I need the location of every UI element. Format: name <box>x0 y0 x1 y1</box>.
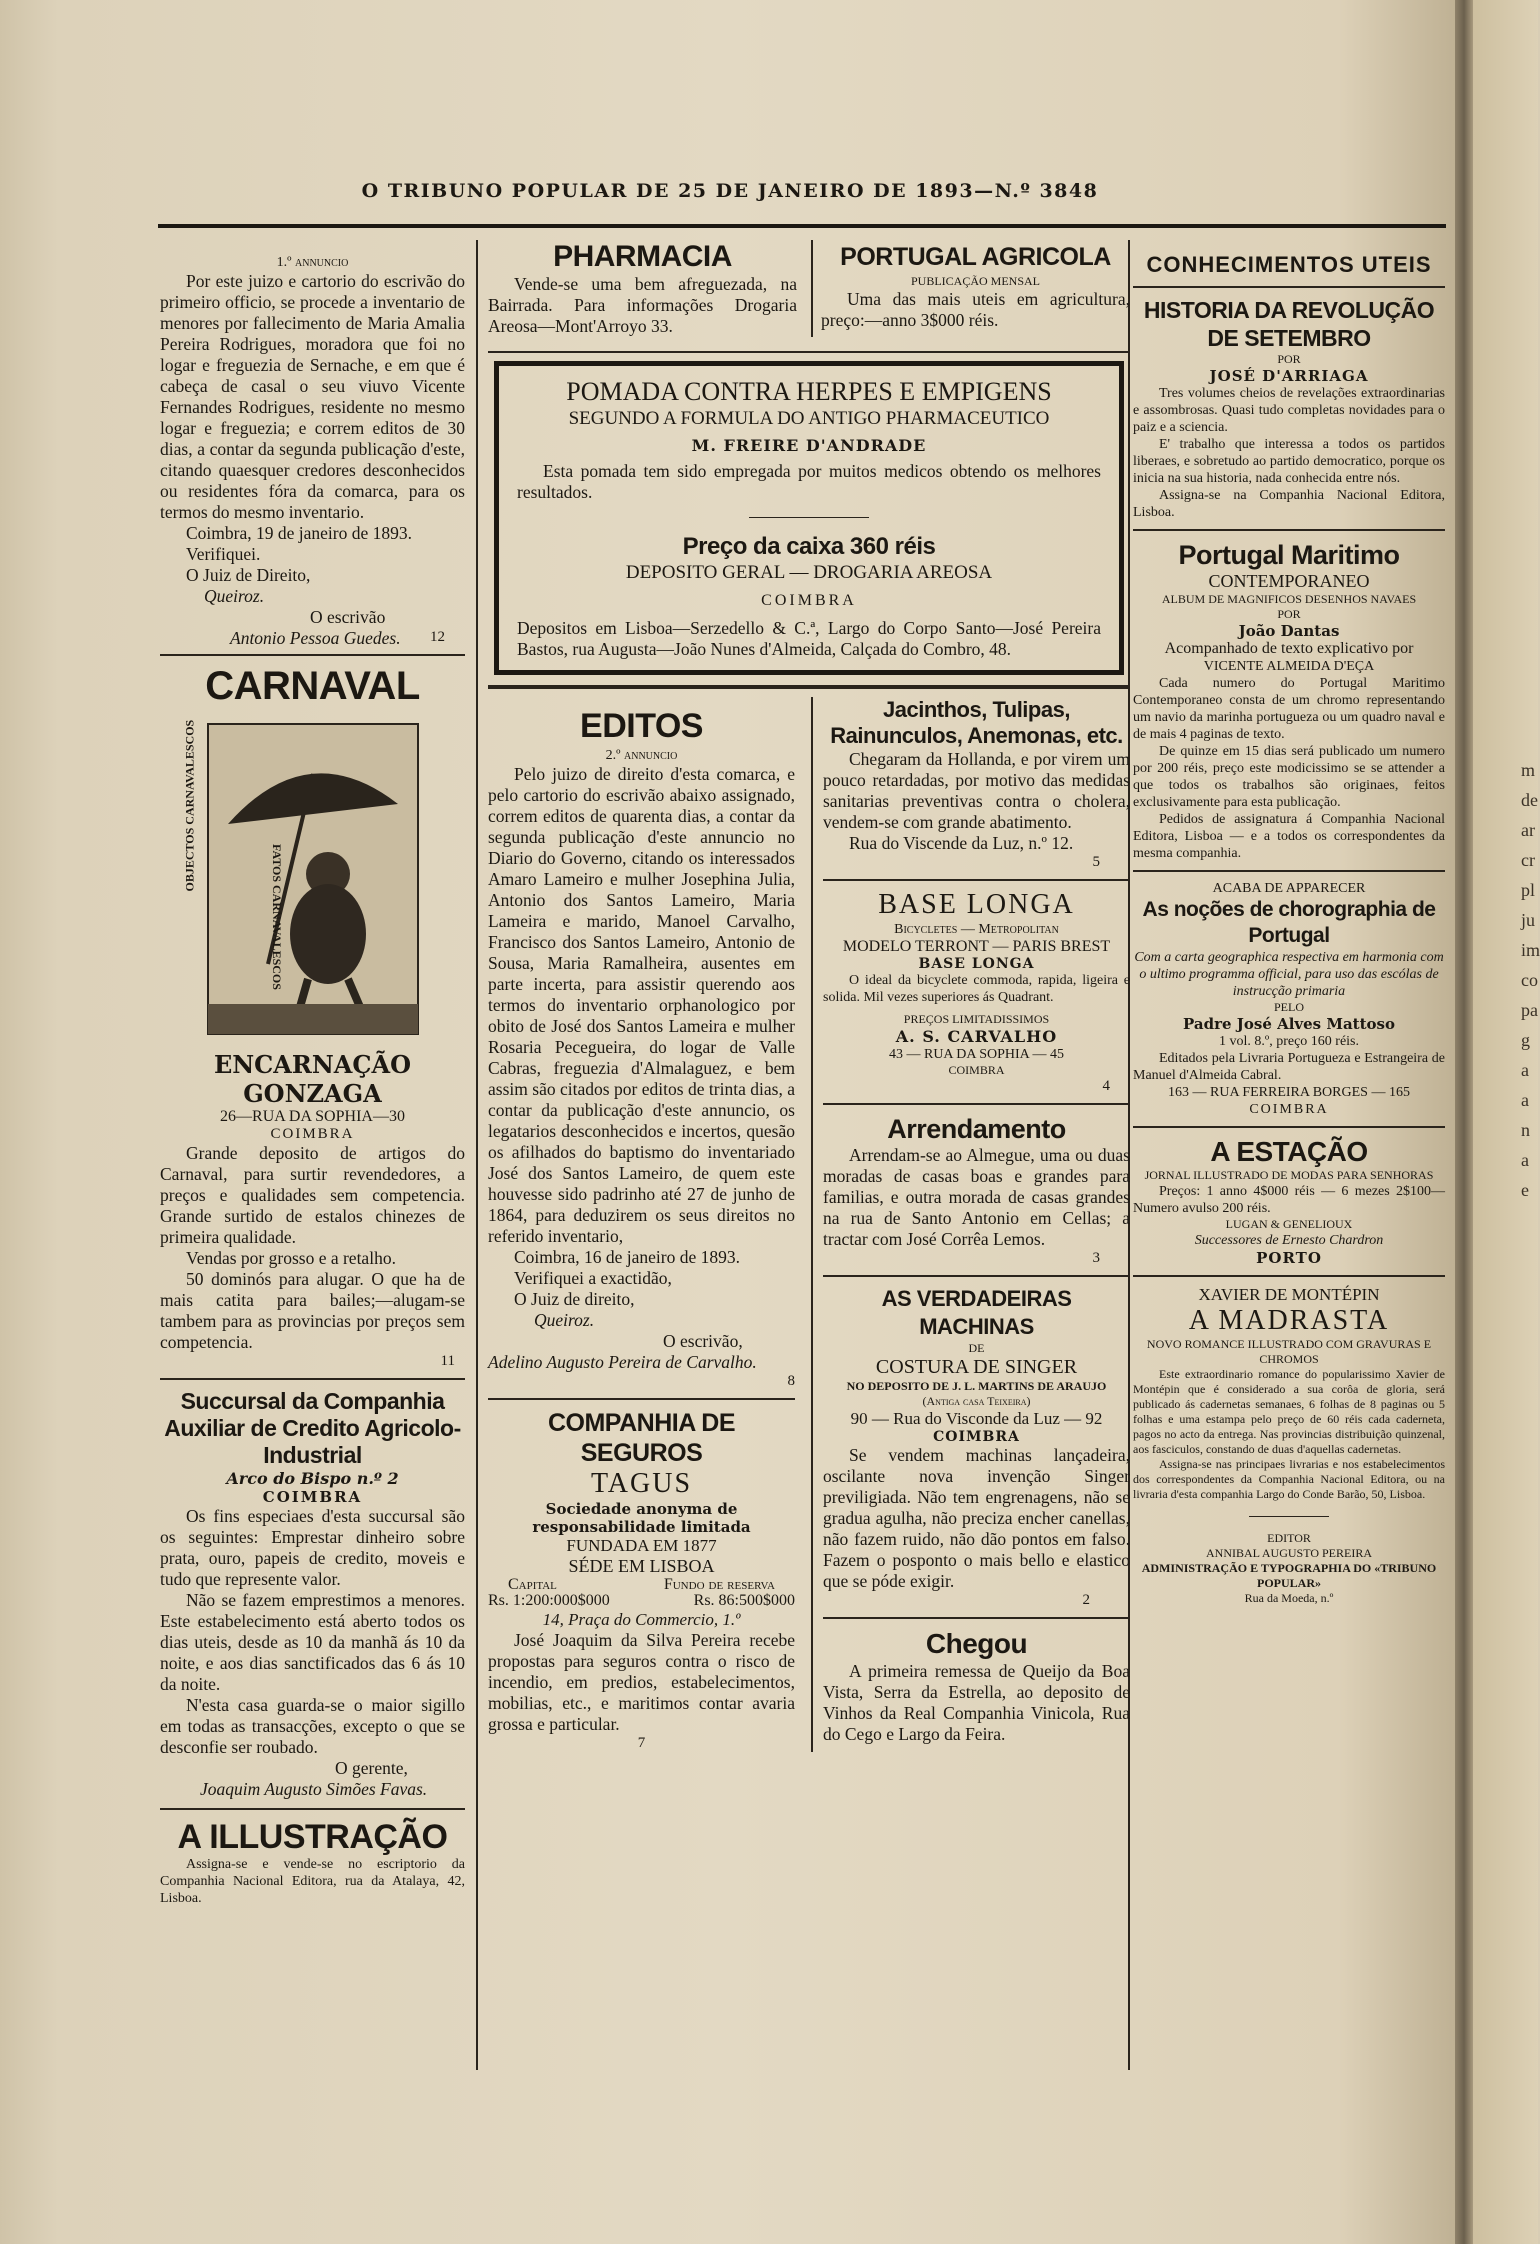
divider <box>160 1378 465 1380</box>
base-longa-sub: Bicycletes — Metropolitan <box>894 922 1059 937</box>
divider <box>823 1617 1130 1619</box>
editos-juiz-name: Queiroz. <box>534 1310 595 1330</box>
editos-escrivao-name: Adelino Augusto Pereira de Carvalho. <box>488 1352 757 1372</box>
madrasta-author: XAVIER DE MONTÉPIN <box>1198 1285 1380 1304</box>
singer-name: COSTURA DE SINGER <box>875 1356 1078 1378</box>
carnaval-city: COIMBRA <box>270 1126 355 1142</box>
chorographia-pelo: PELO <box>1274 1000 1304 1014</box>
pomada-title: POMADA CONTRA HERPES E EMPIGENS <box>566 377 1052 406</box>
succursal-gerente: O gerente, <box>335 1758 408 1778</box>
editos-juiz: O Juiz de direito, <box>514 1289 635 1309</box>
jacinthos-body: Chegaram da Hollanda, e por virem um pouco retardadas, por motivo das medidas sanitarias preventivas contra o cholera, vendem-se com grande abatimento. <box>823 749 1130 832</box>
estacao-sub: JORNAL ILLUSTRADO DE MODAS PARA SENHORAS <box>1144 1168 1434 1182</box>
divider <box>160 654 465 656</box>
madrasta-p1: Este extraordinario romance do popularissimo Xavier de Montépin que é considerado a sua corôa de gloria, será publicado ás cadernetas semanaes, 6 folhas de 8 paginas ou 5 folhas e uma estampa pelo preço de 60 réis cada caderneta, pagos no acto da entrega. Nas provincias distribuição quinzenal, aos fasciculos, constando de duas d'aquellas cadernetas. <box>1133 1367 1445 1456</box>
pharmacia-ad <box>488 240 797 337</box>
editos-ad <box>488 705 795 1390</box>
annuncio-body: Por este juizo e cartorio do escrivão do primeiro officio, se procede a inventario de menores por fallecimento de Maria Amalia Pereira Rodrigues, moradora que foi no logar e freguezia de Sernache, e em que é cabeça de casal o seu viuvo Vicente Fernandes Rodrigues, residente no mesmo logar e freguezia; e correm editos de 30 dias, a contar da segunda publicação d'este, citando quaesquer credores desconhecidos ou residentes fóra da comarca, para os termos do mesmo inventario. <box>160 271 465 522</box>
divider <box>749 517 869 518</box>
editor-block <box>1133 1531 1445 1606</box>
agricola-title: PORTUGAL AGRICOLA <box>840 243 1111 271</box>
base-longa-title: BASE LONGA <box>878 889 1075 920</box>
chegou-body: A primeira remessa de Queijo da Boa Vista, Serra da Estrella, ao deposito de Vinhos da Real Companhia Vinicola, Rua do Cego e Largo da Feira. <box>823 1661 1130 1744</box>
singer-ad <box>823 1285 1130 1609</box>
base-longa-ad <box>823 889 1130 1095</box>
jacinthos-number: 5 <box>1092 854 1100 870</box>
divider <box>488 1398 795 1400</box>
maritimo-author2: VICENTE ALMEIDA D'EÇA <box>1203 659 1375 674</box>
editos-body: Pelo juizo de direito d'esta comarca, e pelo cartorio do escrivão abaixo assignado, correm editos de quarenta dias, a contar da segunda publicação d'este annuncio no Diario do Governo, citando os interessados Amaro Lameiro e mulher Josephina Julia, Antonio dos Santos Lameiro, Maria Lameira e marido, Manoel Carvalho, Francisco dos Santos Lameiro, Antonio de Sousa, Maria Ramalheira, ausentes em parte incerta, para assistir querendo aos termos do inventario orphanologico por obito de José dos Santos Lameira e mulher Rosaria Pecegueira, do logar de Valle Cabras, freguezia d'Almalaguez, e bem assim são citados por editos de trinta dias, a contar da publicação d'este annuncio, os legatarios desconhecidos e incertos, quesão os afilhados do baptismo do inventariado José dos Santos Lameiro, de quem este houvesse sido padrinho até 27 de junho de 1864, para deduzirem os seus direitos no referido inventario, <box>488 764 795 1246</box>
pomada-deposito: DEPOSITO GERAL — DROGARIA AREOSA <box>625 562 993 583</box>
uteis-title: CONHECIMENTOS UTEIS <box>1146 252 1432 277</box>
editor-name: ANNIBAL AUGUSTO PEREIRA <box>1205 1546 1372 1560</box>
agricola-body: Uma das mais uteis em agricultura, preço:—anno 3$000 réis. <box>821 289 1130 330</box>
estacao-title: A ESTAÇÃO <box>1210 1136 1368 1167</box>
divider <box>823 1103 1130 1105</box>
lower-split <box>488 697 1130 1752</box>
chorographia-acaba: ACABA DE APPARECER <box>1212 881 1366 896</box>
next-page-fragment: e <box>1521 1180 1529 1200</box>
seguros-address: 14, Praça do Commercio, 1.º <box>542 1610 741 1629</box>
singer-city: COIMBRA <box>933 1429 1020 1445</box>
divider <box>823 879 1130 881</box>
pomada-author: M. FREIRE D'ANDRADE <box>691 436 927 455</box>
estacao-precos: Preços: 1 anno 4$000 réis — 6 mezes 2$100—Numero avulso 200 réis. <box>1133 1184 1445 1216</box>
base-longa-body: O ideal da bicyclete commoda, rapida, ligeira e solida. Mil vezes superiores ás Quadrant. <box>823 973 1130 1005</box>
base-longa-name: BASE LONGA <box>918 956 1035 972</box>
jacinthos-address: Rua do Viscende da Luz, n.º 12. <box>849 833 1074 853</box>
illus-right-caption: FATOS CARNAVALESCOS <box>269 844 284 990</box>
pomada-body: Esta pomada tem sido empregada por muitos medicos obtendo os melhores resultados. <box>517 461 1101 502</box>
next-page-fragment: cr <box>1521 850 1535 870</box>
page-header: O TRIBUNO POPULAR DE 25 DE JANEIRO DE 1893—N.º 3848 <box>361 180 1099 202</box>
top-ads-row <box>488 240 1130 337</box>
succursal-p1: Os fins especiaes d'esta succursal são os seguintes: Emprestar dinheiro sobre prata, ouro, papeis de credito, moveis e tudo que represente valor. <box>160 1506 465 1589</box>
base-longa-city: COIMBRA <box>948 1063 1005 1077</box>
divider <box>1249 1516 1329 1517</box>
column-rule-1 <box>476 240 478 2070</box>
base-longa-seller: A. S. CARVALHO <box>895 1027 1058 1046</box>
carnaval-owner: ENCARNAÇÃO GONZAGA <box>213 1050 412 1108</box>
maritimo-p1: Cada numero do Portugal Maritimo Contemporaneo consta de um chromo representando um navio da marinha portugueza ou um quadro naval e de mais 4 paginas de texto. <box>1133 676 1445 742</box>
header-rule <box>158 224 1446 228</box>
annuncio-escrivao: O escrivão <box>310 607 386 627</box>
annuncio-date: Coimbra, 19 de janeiro de 1893. <box>186 523 412 543</box>
succursal-address: Arco do Bispo n.º 2 <box>226 1469 399 1488</box>
maritimo-sub: CONTEMPORANEO <box>1208 571 1370 591</box>
annuncio-verif: Verifiquei. <box>186 544 261 564</box>
next-page-fragment: a <box>1521 1090 1529 1110</box>
next-page-fragment: g <box>1521 1030 1530 1050</box>
madrasta-title: A MADRASTA <box>1188 1305 1390 1336</box>
next-page-fragment: ju <box>1521 910 1536 930</box>
divider <box>1133 1126 1445 1128</box>
next-page-fragment: m <box>1521 760 1536 780</box>
madrasta-ad <box>1133 1285 1445 1502</box>
seguros-body: José Joaquim da Silva Pereira recebe propostas para seguros contra o risco de incendio, em predios, estabelecimentos, mobilias, etc., e maritimos contar avaria grossa e particular. <box>488 1630 795 1734</box>
divider <box>488 685 1130 689</box>
chegou-title: Chegou <box>925 1628 1028 1659</box>
historia-ad <box>1133 296 1445 521</box>
illustracao-ad <box>160 1818 465 1907</box>
editor-adm: ADMINISTRAÇÃO E TYPOGRAPHIA DO «TRIBUNO POPULAR» <box>1141 1561 1437 1590</box>
illustracao-body: Assigna-se e vende-se no escriptorio da Companhia Nacional Editora, rua da Atalaya, 42, Lisboa. <box>160 1857 465 1906</box>
next-page-edge <box>1473 0 1538 2244</box>
singer-number: 2 <box>1082 1592 1090 1608</box>
seguros-fundada: FUNDADA EM 1877 <box>566 1536 717 1555</box>
annuncio-juiz: O Juiz de Direito, <box>186 565 311 585</box>
annuncio-number: 12 <box>430 629 445 645</box>
carnaval-title: CARNAVAL <box>205 664 420 708</box>
seguros-ad <box>488 1408 795 1752</box>
chorographia-ad <box>1133 880 1445 1118</box>
jacinthos-title: Jacinthos, Tulipas, Rainunculos, Anemonas, etc. <box>830 697 1123 748</box>
estacao-lugan: LUGAN & GENELIOUX <box>1225 1217 1353 1231</box>
maritimo-p2: De quinze em 15 dias será publicado um numero por 200 réis, preço este modicissimo se se attender a que todos os trabalhos são originaes, feitos exclusivamente para esta publicação. <box>1133 744 1445 810</box>
historia-p2: E' trabalho que interessa a todos os partidos liberaes, e sobretudo ao partido democratico, porque os inicia na sua historia, nada conhecida entre nós. <box>1133 437 1445 486</box>
estacao-ad <box>1133 1136 1445 1267</box>
singer-body: Se vendem machinas lançadeira, oscilante nova invenção Singer previligiada. Não tem engrenagens, não se gradua agulha, não preciza encher canellas, não fazem ruido, não dão pontos em falso. Fazem o posponto o mais bello e elastico que se póde exigir. <box>823 1445 1130 1591</box>
carnaval-p2: Vendas por grosso e a retalho. <box>186 1248 396 1268</box>
editos-number: 8 <box>787 1373 795 1389</box>
divider <box>1133 870 1445 872</box>
editos-verif: Verifiquei a exactidão, <box>514 1268 672 1288</box>
seguros-labels <box>488 1577 795 1592</box>
maritimo-album: ALBUM DE MAGNIFICOS DESENHOS NAVAES <box>1161 592 1417 606</box>
pomada-lisboa: Depositos em Lisboa—Serzedello & C.ª, Largo do Corpo Santo—José Pereira Bastos, rua Augusta—João Nunes d'Almeida, Calçada do Combro, 48. <box>517 618 1101 659</box>
maritimo-acomp: Acompanhado de texto explicativo por <box>1164 640 1414 657</box>
carnaval-address: 26—RUA DA SOPHIA—30 <box>220 1108 405 1125</box>
next-page-fragment: ar <box>1521 820 1535 840</box>
editos-title: EDITOS <box>580 707 703 745</box>
estacao-succ: Successores de Ernesto Chardron <box>1194 1233 1384 1248</box>
next-page-fragment: pa <box>1521 1000 1538 1020</box>
next-page-fragment: co <box>1521 970 1538 990</box>
singer-deposito: NO DEPOSITO DE J. L. MARTINS DE ARAUJO <box>846 1379 1107 1393</box>
seguros-sede: SÉDE EM LISBOA <box>568 1556 715 1576</box>
maritimo-ad <box>1133 539 1445 862</box>
succursal-gerente-name: Joaquim Augusto Simões Favas. <box>200 1779 428 1799</box>
carnaval-p3: 50 dominós para alugar. O que ha de mais catita para bailes;—alugam-se tambem para as provincias por preços sem competencia. <box>160 1269 465 1352</box>
annuncio-juiz-name: Queiroz. <box>204 586 265 606</box>
next-page-fragment: de <box>1521 790 1538 810</box>
next-page-fragment: n <box>1521 1120 1530 1140</box>
singer-title: AS VERDADEIRAS MACHINAS <box>881 1286 1072 1339</box>
next-page-fragment: a <box>1521 1150 1529 1170</box>
chorographia-title: As noções de chorographia de Portugal <box>1142 898 1436 947</box>
editos-escrivao: O escrivão, <box>663 1331 743 1351</box>
col2-left <box>488 697 795 1752</box>
pomada-city: COIMBRA <box>761 592 857 609</box>
madrasta-sub: NOVO ROMANCE ILLUSTRADO COM GRAVURAS E CHROMOS <box>1146 1337 1432 1366</box>
seguros-sub: Sociedade anonyma de responsabilidade limitada <box>532 1500 751 1536</box>
madrasta-p2: Assigna-se nas principaes livrarias e nos estabelecimentos dos correspondentes da Companhia Nacional Editora, ou na livraria d'esta companhia Largo do Conde Barão, 50, Lisboa. <box>1133 1457 1445 1501</box>
next-page-fragment: a <box>1521 1060 1529 1080</box>
base-longa-address: 43 — RUA DA SOPHIA — 45 <box>888 1047 1065 1062</box>
chorographia-sub: Com a carta geographica respectiva em harmonia com o ultimo programma official, para uso das escólas de instrucção primaria <box>1134 950 1444 999</box>
pomada-ad <box>494 361 1124 675</box>
fundo-value: Rs. 86:500$000 <box>693 1592 795 1609</box>
seguros-name: TAGUS <box>590 1468 693 1499</box>
annuncio-escrivao-name: Antonio Pessoa Guedes. <box>230 628 401 648</box>
historia-p3: Assigna-se na Companhia Nacional Editora, Lisboa. <box>1133 488 1445 520</box>
singer-address: 90 — Rua do Visconde da Luz — 92 <box>850 1409 1103 1428</box>
historia-por: POR <box>1277 352 1301 366</box>
pomada-price: Preço da caixa 360 réis <box>682 533 936 560</box>
carnaval-illustration: OBJECTOS CARNAVALESCOS FATOS CARNAVALESCOS <box>198 714 428 1044</box>
chorographia-vol: 1 vol. 8.º, preço 160 réis. <box>1218 1034 1360 1049</box>
next-page-fragment: pl <box>1521 880 1536 900</box>
singer-casa: (Antiga casa Teixeira) <box>922 1394 1031 1408</box>
capital-label: Capital <box>508 1576 557 1593</box>
umbrella-figure-icon <box>198 714 428 1044</box>
carnaval-ad <box>160 664 465 1370</box>
arrendamento-number: 3 <box>1092 1250 1100 1266</box>
succursal-title: Succursal da Companhia Auxiliar de Credito Agricolo-Industrial <box>164 1388 461 1468</box>
portugal-agricola-ad <box>811 240 1130 337</box>
capital-value: Rs. 1:200:000$000 <box>488 1592 610 1609</box>
historia-p1: Tres volumes cheios de revelações extraordinarias e assombrosas. Quasi tudo completas novidades para o paiz e a sciencia. <box>1133 386 1445 435</box>
editos-label: 2.º annuncio <box>605 748 678 763</box>
estacao-city: PORTO <box>1256 1249 1322 1267</box>
jacinthos-ad <box>823 697 1130 871</box>
column-3 <box>1133 240 1445 1606</box>
maritimo-p3: Pedidos de assignatura á Companhia Nacional Editora, Lisboa — e a todos os correspondentes da mesma companhia. <box>1133 812 1445 861</box>
maritimo-author: João Dantas <box>1238 622 1340 640</box>
carnaval-number: 11 <box>440 1353 455 1369</box>
base-longa-model: MODELO TERRONT — PARIS BREST <box>842 938 1111 955</box>
succursal-p3: N'esta casa guarda-se o maior sigillo em todas as transacções, excepto o que se desconfie ser roubado. <box>160 1695 465 1757</box>
chorographia-address: 163 — RUA FERREIRA BORGES — 165 <box>1168 1085 1410 1100</box>
divider <box>1133 529 1445 531</box>
chorographia-city: COIMBRA <box>1249 1102 1329 1117</box>
column-1 <box>160 240 465 1907</box>
pharmacia-body: Vende-se uma bem afreguezada, na Bairrada. Para informações Drogaria Areosa—Mont'Arroyo 33. <box>488 274 797 336</box>
succursal-ad <box>160 1388 465 1800</box>
next-page-fragment: im <box>1521 940 1540 960</box>
base-longa-number: 4 <box>1102 1078 1110 1094</box>
divider <box>488 351 1130 353</box>
editor-label: EDITOR <box>1267 1531 1311 1545</box>
col2-right <box>811 697 1130 1752</box>
base-longa-precos: PREÇOS LIMITADISSIMOS <box>903 1012 1050 1026</box>
succursal-p2: Não se fazem emprestimos a menores. Este estabelecimento está aberto todos os dias uteis, desde as 10 da manhã ás 10 da noite, e aos dias sanctificados das 6 ás 10 da noite. <box>160 1590 465 1694</box>
editos-date: Coimbra, 16 de janeiro de 1893. <box>514 1247 740 1267</box>
agricola-sub: PUBLICAÇÃO MENSAL <box>910 274 1040 288</box>
arrendamento-ad <box>823 1113 1130 1267</box>
annuncio-inventario <box>160 254 465 646</box>
divider <box>160 1808 465 1810</box>
chegou-ad <box>823 1627 1130 1745</box>
maritimo-por: POR <box>1277 607 1301 621</box>
arrendamento-title: Arrendamento <box>887 1114 1066 1144</box>
divider <box>1133 1275 1445 1277</box>
singer-de: DE <box>968 1341 985 1355</box>
pharmacia-title: PHARMACIA <box>553 240 732 273</box>
editor-address: Rua da Moeda, n.º <box>1244 1591 1334 1605</box>
seguros-number: 7 <box>637 1735 646 1751</box>
historia-author: JOSÉ D'ARRIAGA <box>1209 367 1369 385</box>
chorographia-edit: Editados pela Livraria Portugueza e Estrangeira de Manuel d'Almeida Cabral. <box>1133 1051 1445 1083</box>
annuncio-label: 1.º annuncio <box>276 255 349 270</box>
seguros-values <box>488 1592 795 1610</box>
arrendamento-body: Arrendam-se ao Almegue, uma ou duas moradas de casas boas e grandes para familias, e outra morada de casas grandes na rua de Santo Antonio em Cellas; a tractar com José Corrêa Lemos. <box>823 1145 1130 1249</box>
chorographia-author: Padre José Alves Mattoso <box>1183 1015 1395 1033</box>
illustracao-title: A ILLUSTRAÇÃO <box>177 1818 448 1856</box>
historia-title: HISTORIA DA REVOLUÇÃO DE SETEMBRO <box>1143 297 1435 351</box>
fundo-label: Fundo de reserva <box>663 1576 775 1593</box>
pomada-sub: SEGUNDO A FORMULA DO ANTIGO PHARMACEUTICO <box>568 408 1050 429</box>
page-fold <box>1455 0 1473 2244</box>
succursal-city: COIMBRA <box>262 1488 363 1506</box>
divider <box>823 1275 1130 1277</box>
divider <box>1133 286 1445 288</box>
carnaval-p1: Grande deposito de artigos do Carnaval, para surtir revendedores, a preços e qualidades sem competencia. Grande surtido de estalos chinezes de primeira qualidade. <box>160 1143 465 1247</box>
seguros-title: COMPANHIA DE SEGUROS <box>547 1409 736 1467</box>
maritimo-title: Portugal Maritimo <box>1178 540 1400 570</box>
column-2 <box>488 240 1130 1752</box>
